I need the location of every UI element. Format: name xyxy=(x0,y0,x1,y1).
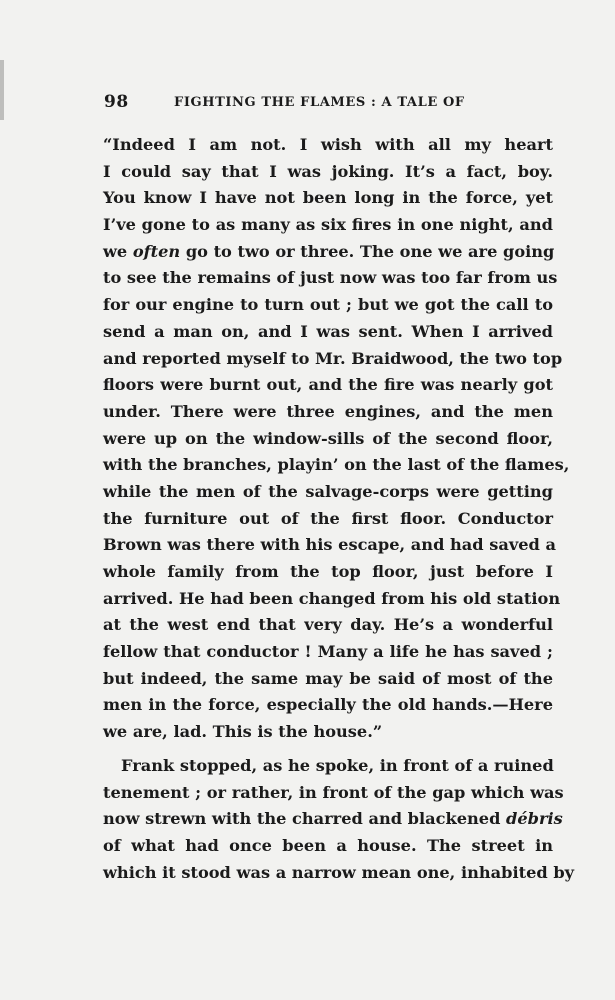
text-line: Brown was there with his escape, and had saved a xyxy=(103,535,556,555)
text-line: under. There were three engines, and the men xyxy=(103,401,553,421)
text-line: to see the remains of just now was too far from us xyxy=(103,268,558,288)
italic-word: often xyxy=(132,241,181,261)
text-line: Frank stopped, as he spoke, in front of a ruined xyxy=(121,755,554,775)
body-text xyxy=(103,132,575,886)
text-line: floors were burnt out, and the fire was nearly got xyxy=(103,375,553,395)
page-edge-shadow xyxy=(0,60,4,120)
text-line: while the men of the salvage-corps were getting xyxy=(103,481,553,501)
text-line: of what had once been a house. The street in xyxy=(103,835,553,855)
text-line: were up on the window-sills of the second floor, xyxy=(103,428,553,448)
text-line: and reported myself to Mr. Braidwood, the two top xyxy=(103,348,563,368)
page-number: 98 xyxy=(104,92,129,112)
text-line: for our engine to turn out ; but we got the call to xyxy=(103,295,553,315)
text-line: with the branches, playin’ on the last of the flames, xyxy=(103,455,570,475)
text-line: the furniture out of the first floor. Conductor xyxy=(103,508,553,528)
paragraph-1 xyxy=(103,132,570,746)
text-line: which it stood was a narrow mean one, inhabited by xyxy=(103,862,575,882)
text-line: men in the force, especially the old hands.—Here xyxy=(103,695,553,715)
text-line: whole family from the top floor, just before I xyxy=(103,562,553,581)
text-line: at the west end that very day. He’s a wonderful xyxy=(103,615,553,635)
text-line: I’ve gone to as many as six fires in one night, and xyxy=(103,215,553,235)
text-line: fellow that conductor ! Many a life he has saved ; xyxy=(103,642,553,662)
text-line: we often go to two or three. The one we are going xyxy=(103,241,555,261)
text-line: send a man on, and I was sent. When I arrived xyxy=(103,321,553,341)
text-line: now strewn with the charred and blackened débris xyxy=(103,809,563,829)
text-line: we are, lad. This is the house.” xyxy=(103,722,383,742)
paragraph-2 xyxy=(103,753,575,886)
text-line: You know I have not been long in the force, yet xyxy=(103,188,553,208)
text-line: tenement ; or rather, in front of the gap which was xyxy=(103,782,564,802)
running-header xyxy=(104,92,556,116)
italic-word: débris xyxy=(506,809,563,829)
text-line: “Indeed I am not. I wish with all my heart xyxy=(103,135,553,154)
running-title: FIGHTING THE FLAMES : A TALE OF xyxy=(174,95,465,110)
text-line: but indeed, the same may be said of most of the xyxy=(103,668,553,688)
text-line: I could say that I was joking. It’s a fact, boy. xyxy=(103,161,553,181)
text-line: arrived. He had been changed from his old station xyxy=(103,588,561,608)
